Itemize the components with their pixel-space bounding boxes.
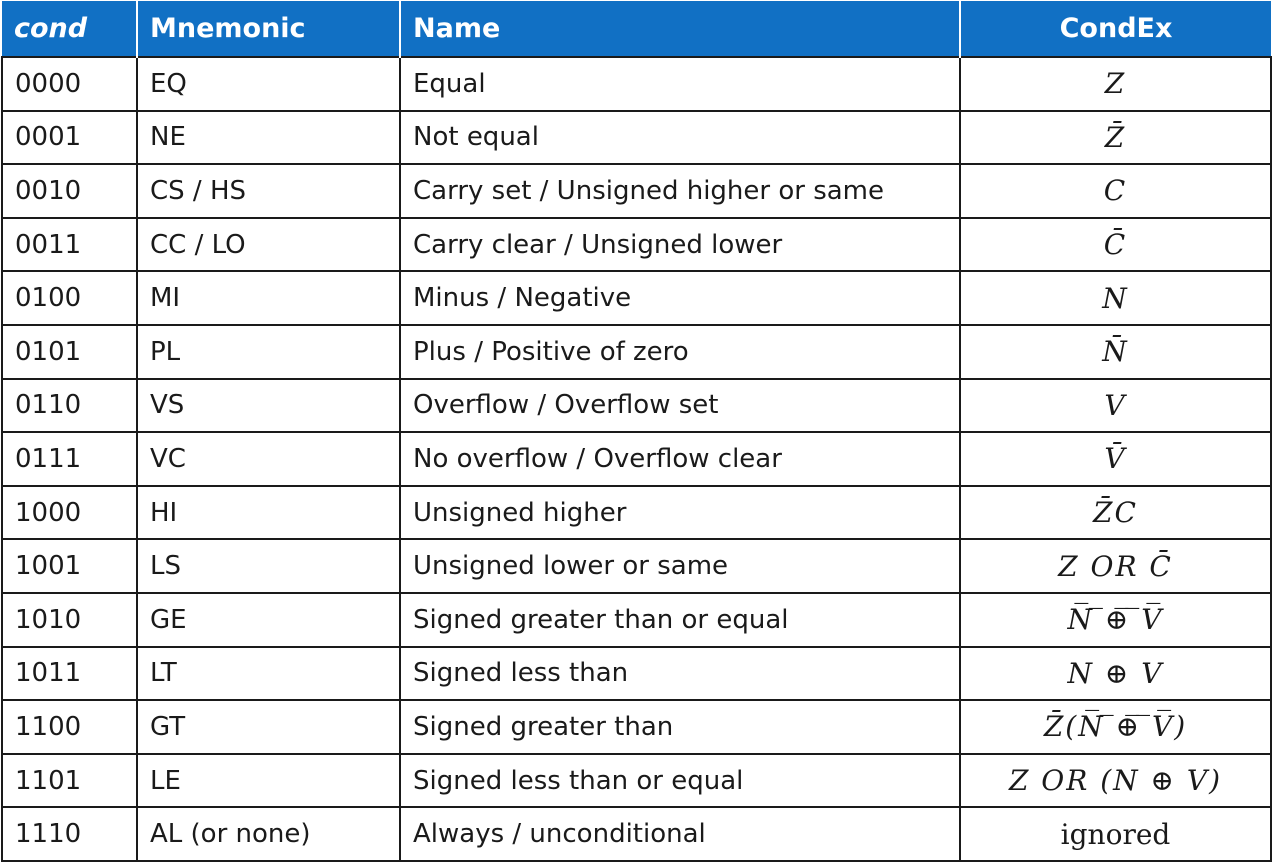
table-row: [2, 593, 1271, 647]
mnemonic-cell: NE: [137, 111, 400, 165]
mnemonic-cell: VC: [137, 432, 400, 486]
condex-cell: N̄: [960, 325, 1271, 379]
condition-codes-table: [1, 1, 1272, 862]
cond-cell: 0010: [2, 164, 137, 218]
condex-cell: Z̄(N̅ ̅⊕̅ ̅V̅): [960, 700, 1271, 754]
mnemonic-cell: EQ: [137, 57, 400, 111]
table-row: [2, 754, 1271, 808]
mnemonic-cell: MI: [137, 271, 400, 325]
cond-cell: 0011: [2, 218, 137, 272]
cond-cell: 0111: [2, 432, 137, 486]
name-cell: Minus / Negative: [400, 271, 960, 325]
condex-cell: C̄: [960, 218, 1271, 272]
name-cell: Plus / Positive of zero: [400, 325, 960, 379]
table-row: [2, 57, 1271, 111]
mnemonic-cell: HI: [137, 486, 400, 540]
table-row: [2, 379, 1271, 433]
cond-cell: 0000: [2, 57, 137, 111]
name-cell: Overflow / Overflow set: [400, 379, 960, 433]
name-cell: Carry clear / Unsigned lower: [400, 218, 960, 272]
header-condex: CondEx: [960, 1, 1271, 57]
table-row: [2, 647, 1271, 701]
cond-cell: 0100: [2, 271, 137, 325]
condex-cell: Z OR (N ⊕ V): [960, 754, 1271, 808]
condex-cell: Z̄: [960, 111, 1271, 165]
table-row: [2, 164, 1271, 218]
header-cond: cond: [2, 1, 137, 57]
name-cell: Signed greater than or equal: [400, 593, 960, 647]
cond-cell: 0001: [2, 111, 137, 165]
name-cell: Signed less than: [400, 647, 960, 701]
mnemonic-cell: GT: [137, 700, 400, 754]
name-cell: No overflow / Overflow clear: [400, 432, 960, 486]
condex-cell: Z: [960, 57, 1271, 111]
header-name: Name: [400, 1, 960, 57]
table-row: [2, 486, 1271, 540]
name-cell: Equal: [400, 57, 960, 111]
mnemonic-cell: CC / LO: [137, 218, 400, 272]
mnemonic-cell: GE: [137, 593, 400, 647]
mnemonic-cell: VS: [137, 379, 400, 433]
table-row: [2, 325, 1271, 379]
cond-cell: 1001: [2, 539, 137, 593]
table-row: [2, 432, 1271, 486]
cond-cell: 0110: [2, 379, 137, 433]
table-row: [2, 271, 1271, 325]
mnemonic-cell: LT: [137, 647, 400, 701]
table-row: [2, 807, 1271, 861]
condex-cell: N ⊕ V: [960, 647, 1271, 701]
cond-cell: 1110: [2, 807, 137, 861]
name-cell: Always / unconditional: [400, 807, 960, 861]
cond-cell: 1000: [2, 486, 137, 540]
mnemonic-cell: CS / HS: [137, 164, 400, 218]
condex-cell: ignored: [960, 807, 1271, 861]
name-cell: Not equal: [400, 111, 960, 165]
mnemonic-cell: LE: [137, 754, 400, 808]
cond-cell: 1011: [2, 647, 137, 701]
name-cell: Unsigned lower or same: [400, 539, 960, 593]
cond-cell: 1010: [2, 593, 137, 647]
cond-cell: 1101: [2, 754, 137, 808]
condex-cell: V̄: [960, 432, 1271, 486]
mnemonic-cell: LS: [137, 539, 400, 593]
header-row: [2, 1, 1271, 57]
mnemonic-cell: PL: [137, 325, 400, 379]
mnemonic-cell: AL (or none): [137, 807, 400, 861]
table-row: [2, 539, 1271, 593]
condex-cell: Z̄C: [960, 486, 1271, 540]
name-cell: Unsigned higher: [400, 486, 960, 540]
cond-cell: 1100: [2, 700, 137, 754]
condex-cell: Z OR C̄: [960, 539, 1271, 593]
table-row: [2, 111, 1271, 165]
condex-cell: V: [960, 379, 1271, 433]
condex-cell: N̅ ̅⊕̅ ̅V̅: [960, 593, 1271, 647]
header-mnemonic: Mnemonic: [137, 1, 400, 57]
table-row: [2, 218, 1271, 272]
name-cell: Signed less than or equal: [400, 754, 960, 808]
name-cell: Carry set / Unsigned higher or same: [400, 164, 960, 218]
condex-cell: C: [960, 164, 1271, 218]
name-cell: Signed greater than: [400, 700, 960, 754]
table-row: [2, 700, 1271, 754]
cond-cell: 0101: [2, 325, 137, 379]
condex-cell: N: [960, 271, 1271, 325]
